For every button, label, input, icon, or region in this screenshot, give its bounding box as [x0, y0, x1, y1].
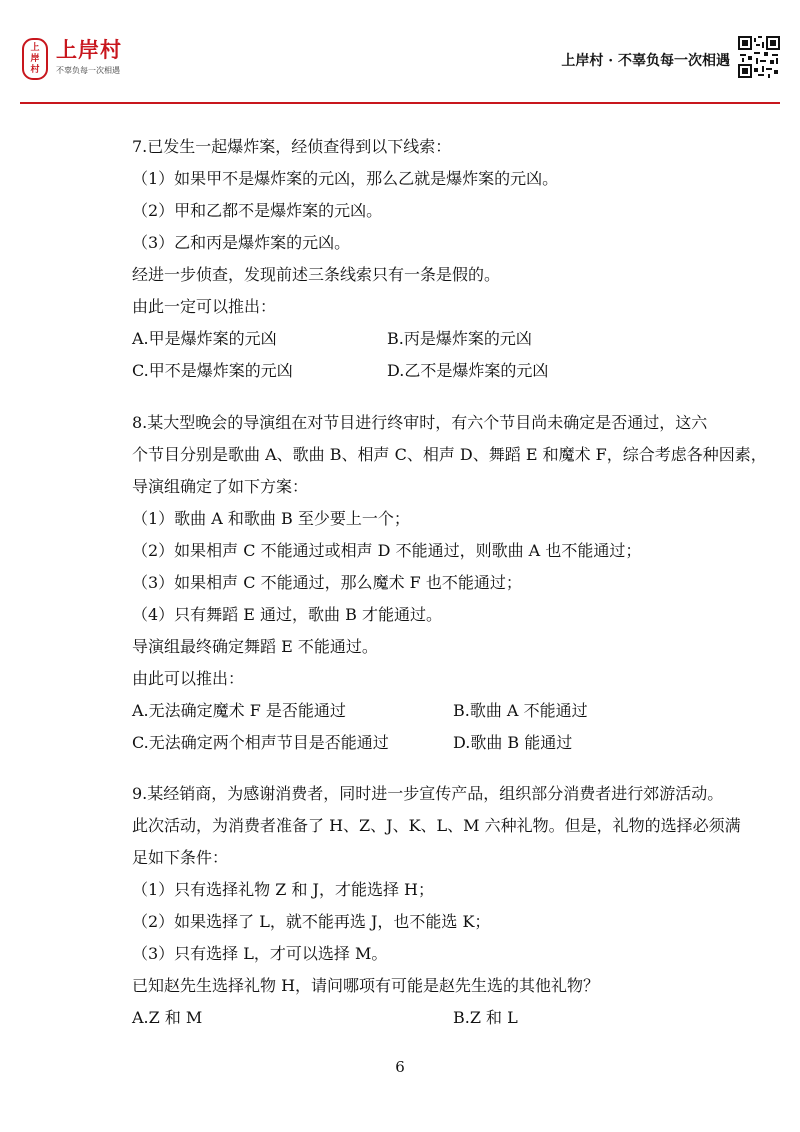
seal-char: 岸 — [30, 53, 40, 64]
condition-item: （2）如果相声 C 不能通过或相声 D 不能通过，则歌曲 A 也不能通过； — [132, 541, 642, 560]
statement: 导演组最终确定舞蹈 E 不能通过。 — [132, 637, 378, 656]
condition-item: （3）乙和丙是爆炸案的元凶。 — [132, 233, 351, 252]
option-c: C.甲不是爆炸案的元凶 — [132, 361, 293, 380]
condition-item: （1）只有选择礼物 Z 和 J，才能选择 H； — [132, 880, 435, 899]
option-b: B.丙是爆炸案的元凶 — [387, 329, 532, 348]
option-a: A.甲是爆炸案的元凶 — [132, 329, 277, 348]
brand-name: 上岸村 — [56, 38, 122, 62]
header-slogan: 上岸村 · 不辜负每一次相遇 — [561, 53, 730, 69]
question-stem: 9.某经销商，为感谢消费者，同时进一步宣传产品，组织部分消费者进行郊游活动。 — [132, 784, 724, 803]
option-a: A.Z 和 M — [132, 1008, 203, 1027]
option-b: B.Z 和 L — [453, 1008, 518, 1027]
question-stem: 个节目分别是歌曲 A、歌曲 B、相声 C、相声 D、舞蹈 E 和魔术 F，综合考虑各种因素， — [132, 445, 767, 464]
statement: 经进一步侦查，发现前述三条线索只有一条是假的。 — [132, 265, 501, 284]
page-header — [0, 0, 800, 105]
seal-char: 村 — [30, 64, 40, 75]
condition-item: （3）如果相声 C 不能通过，那么魔术 F 也不能通过； — [132, 573, 522, 592]
condition-item: （2）如果选择了 L，就不能再选 J，也不能选 K； — [132, 912, 491, 931]
seal-char: 上 — [30, 42, 40, 53]
question-stem: 7.已发生一起爆炸案，经侦查得到以下线索： — [132, 137, 452, 156]
statement: 由此可以推出： — [132, 669, 245, 688]
condition-item: （2）甲和乙都不是爆炸案的元凶。 — [132, 201, 383, 220]
question-stem: 足如下条件： — [132, 848, 229, 867]
question-stem: 8.某大型晚会的导演组在对节目进行终审时，有六个节目尚未确定是否通过，这六 — [132, 413, 708, 432]
statement: 已知赵先生选择礼物 H，请问哪项有可能是赵先生选的其他礼物？ — [132, 976, 600, 995]
option-b: B.歌曲 A 不能通过 — [453, 701, 588, 720]
question-stem: 导演组确定了如下方案： — [132, 477, 309, 496]
question-stem: 此次活动，为消费者准备了 H、Z、J、K、L、M 六种礼物。但是，礼物的选择必须满 — [132, 816, 741, 835]
option-a: A.无法确定魔术 F 是否能通过 — [132, 701, 346, 720]
option-d: D.乙不是爆炸案的元凶 — [387, 361, 549, 380]
statement: 由此一定可以推出： — [132, 297, 277, 316]
condition-item: （1）歌曲 A 和歌曲 B 至少要上一个； — [132, 509, 410, 528]
option-c: C.无法确定两个相声节目是否能通过 — [132, 733, 389, 752]
page-number: 6 — [395, 1058, 405, 1076]
brand-logo — [22, 38, 122, 80]
seal-logo-mark — [22, 38, 48, 80]
brand-text — [56, 38, 122, 77]
brand-slogan: 不辜负每一次相遇 — [56, 66, 120, 75]
condition-item: （1）如果甲不是爆炸案的元凶，那么乙就是爆炸案的元凶。 — [132, 169, 559, 188]
qr-code-icon — [738, 36, 780, 78]
header-divider — [20, 102, 780, 104]
condition-item: （4）只有舞蹈 E 通过，歌曲 B 才能通过。 — [132, 605, 442, 624]
condition-item: （3）只有选择 L，才可以选择 M。 — [132, 944, 388, 963]
option-d: D.歌曲 B 能通过 — [453, 733, 573, 752]
